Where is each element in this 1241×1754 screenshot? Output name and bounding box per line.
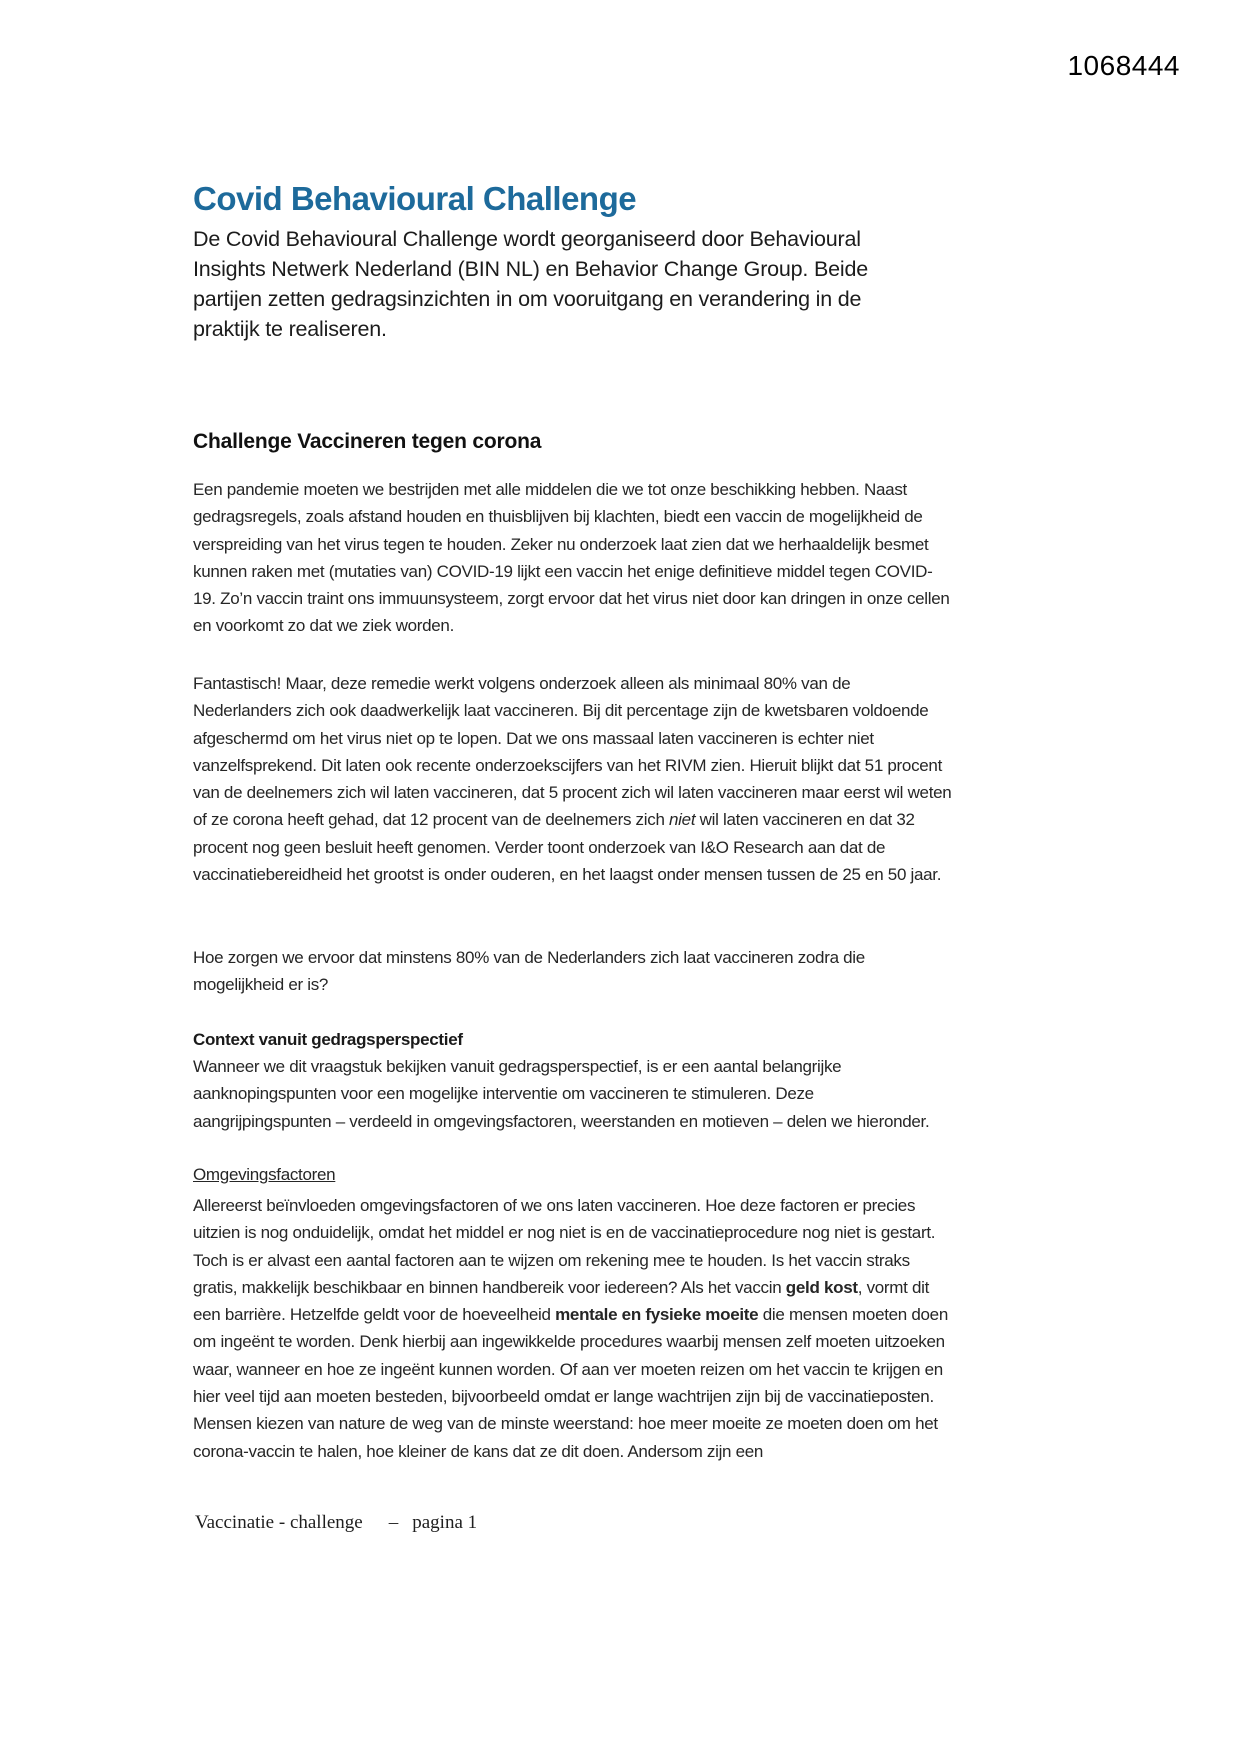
text-run-bold: geld kost — [785, 1277, 858, 1297]
paragraph-context: Wanneer we dit vraagstuk bekijken vanuit gedragsperspectief, is er een aantal belangrijke aanknopingspunten voor een mogelijke interventie om vaccineren te stimuleren. Deze aangrijpingspunten – verdeeld in omgevingsfactoren, weerstanden en motieven – delen we hieronder. — [193, 1057, 930, 1131]
footer-page-number: pagina 1 — [412, 1512, 478, 1533]
text-run: Fantastisch! Maar, deze remedie werkt volgens onderzoek alleen als minimaal 80% van de Nederlanders zich ook daadwerkelijk laat vaccineren. Bij dit percentage zijn de kwetsbaren voldoende afgeschermd om het virus niet op te lopen. Dat we ons massaal laten vaccineren is echter niet vanzelfsprekend. Dit laten ook recente onderzoekscijfers van het RIVM zien. Hieruit blijkt dat 51 procent van de deelnemers zich wil laten vaccineren, dat 5 procent zich wil laten vaccineren maar eerst wil weten of ze corona heeft gehad, dat 12 procent van de deelnemers zich — [193, 674, 952, 830]
paragraph-omgevingsfactoren — [193, 1192, 953, 1465]
footer-label: Vaccinatie - challenge — [195, 1512, 363, 1533]
text-run-bold: mentale en fysieke moeite — [555, 1305, 759, 1325]
intro-paragraph: De Covid Behavioural Challenge wordt georganiseerd door Behavioural Insights Netwerk Nederland (BIN NL) en Behavior Change Group. Beide partijen zetten gedragsinzichten in om vooruitgang en verandering in de praktijk te realiseren. — [193, 227, 868, 341]
omgevingsfactoren-subheading: Omgevingsfactoren — [193, 1165, 336, 1184]
text-run: , vormt dit een barrière. Hetzelfde geldt voor de hoeveelheid — [193, 1277, 930, 1325]
paragraph-vaccination-willingness — [193, 670, 953, 888]
text-run-italic: niet — [669, 810, 696, 830]
document-number: 1068444 — [1067, 50, 1180, 81]
text-run: wil laten vaccineren en dat 32 procent nog geen besluit heeft genomen. Verder toont onderzoek van I&O Research aan dat de vaccinatiebereidheid het grootst is onder ouderen, en het laagst onder mensen tussen de 25 en 50 jaar. — [193, 810, 942, 885]
text-run: Allereerst beïnvloeden omgevingsfactoren of we ons laten vaccineren. Hoe deze factoren er precies uitzien is nog onduidelijk, omdat het middel er nog niet is en de vaccinatieprocedure nog niet is gestart. Toch is er alvast een aantal factoren aan te wijzen om rekening mee te houden. Is het vaccin straks gratis, makkelijk beschikbaar en binnen handbereik voor iedereen? Als het vaccin — [193, 1196, 936, 1297]
footer-separator: – — [388, 1512, 399, 1533]
page-footer — [195, 1512, 477, 1534]
document-title: Covid Behavioural Challenge — [193, 180, 637, 217]
challenge-section-heading: Challenge Vaccineren tegen corona — [193, 430, 542, 453]
paragraph-pandemic: Een pandemie moeten we bestrijden met alle middelen die we tot onze beschikking hebben. Naast gedragsregels, zoals afstand houden en thuisblijven bij klachten, biedt een vaccin de mogelijkheid de verspreiding van het virus tegen te houden. Zeker nu onderzoek laat zien dat we herhaaldelijk besmet kunnen raken met (mutaties van) COVID-19 lijkt een vaccin het enige definitieve middel tegen COVID-19. Zo’n vaccin traint ons immuunsysteem, zorgt ervoor dat het virus niet door kan dringen in onze cellen en voorkomt zo dat we ziek worden. — [193, 480, 950, 636]
text-run: die mensen moeten doen om ingeënt te worden. Denk hierbij aan ingewikkelde procedures waarbij mensen zelf moeten uitzoeken waar, wanneer en hoe ze ingeënt kunnen worden. Of aan ver moeten reizen om het vaccin te krijgen en hier veel tijd aan moeten besteden, bijvoorbeeld omdat er lange wachtrijen zijn bij de vaccinatieposten. Mensen kiezen van nature de weg van de minste weerstand: hoe meer moeite ze moeten doen om het corona-vaccin te halen, hoe kleiner de kans dat ze dit doen. Andersom zijn een — [193, 1305, 948, 1461]
context-subheading: Context vanuit gedragsperspectief — [193, 1030, 463, 1049]
paragraph-question: Hoe zorgen we ervoor dat minstens 80% van de Nederlanders zich laat vaccineren zodra die mogelijkheid er is? — [193, 948, 865, 995]
